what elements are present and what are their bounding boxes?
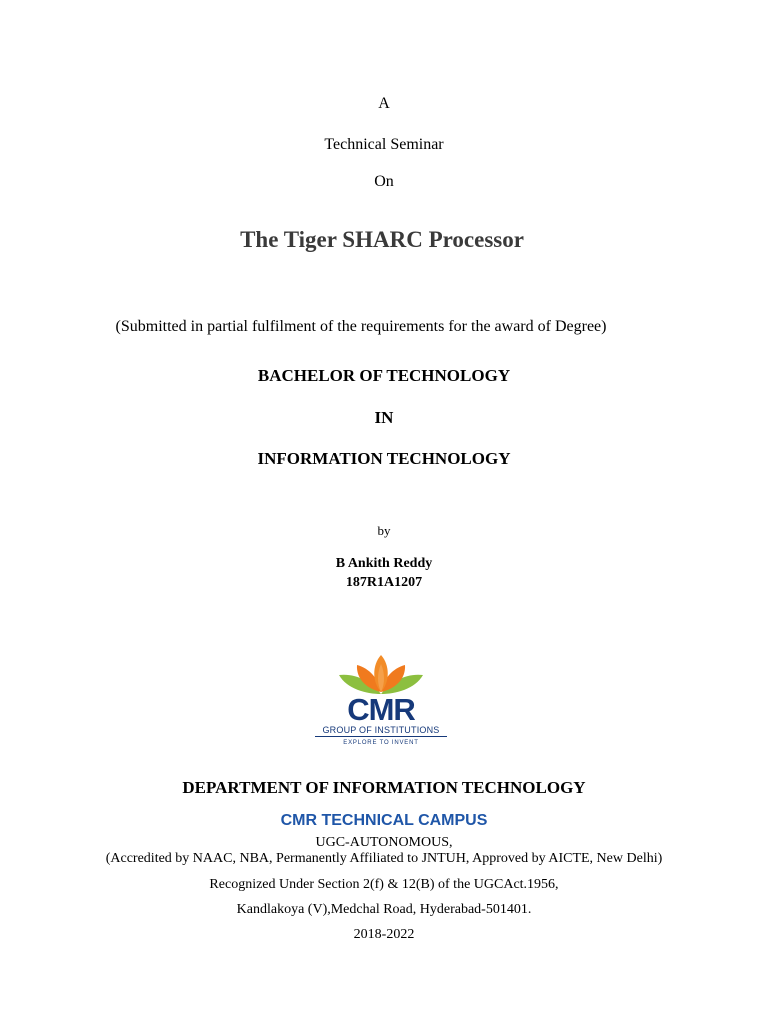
accreditation-note: (Accredited by NAAC, NBA, Permanently Affiliated to JNTUH, Approved by AICTE, New Delhi) xyxy=(105,851,663,866)
by-label: by xyxy=(377,523,391,538)
logo-divider xyxy=(315,736,447,737)
degree-in: IN xyxy=(374,408,394,427)
seminar-label: Technical Seminar xyxy=(324,136,444,153)
logo-tagline: EXPLORE TO INVENT xyxy=(343,740,419,746)
autonomy-status: UGC-AUTONOMOUS, xyxy=(315,835,453,850)
roll-number: 187R1A1207 xyxy=(345,575,423,590)
campus-name: CMR TECHNICAL CAMPUS xyxy=(280,812,488,829)
on-label: On xyxy=(374,173,394,190)
submission-note: (Submitted in partial fulfilment of the requirements for the award of Degree) xyxy=(115,318,607,335)
cmr-logo xyxy=(311,653,451,753)
logo-group-text: GROUP OF INSTITUTIONS xyxy=(322,725,440,735)
lotus-flower-icon xyxy=(311,653,451,697)
batch-years: 2018-2022 xyxy=(353,927,415,942)
department-name: DEPARTMENT OF INFORMATION TECHNOLOGY xyxy=(182,778,586,797)
degree-branch: INFORMATION TECHNOLOGY xyxy=(257,449,511,468)
student-name: B Ankith Reddy xyxy=(335,556,433,571)
degree-name: BACHELOR OF TECHNOLOGY xyxy=(257,366,511,385)
campus-address: Kandlakoya (V),Medchal Road, Hyderabad-501401. xyxy=(236,902,532,917)
logo-wordmark: CMR xyxy=(347,692,415,727)
recognition-note: Recognized Under Section 2(f) & 12(B) of the UGCAct.1956, xyxy=(209,877,559,892)
seminar-title: The Tiger SHARC Processor xyxy=(240,227,524,252)
intro-a: A xyxy=(378,95,390,112)
